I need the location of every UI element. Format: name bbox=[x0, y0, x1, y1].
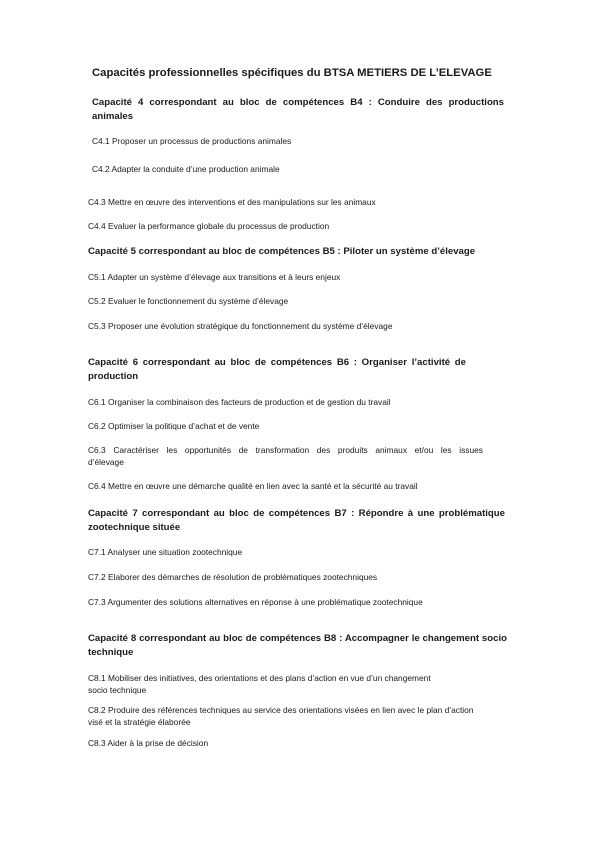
list-item-c6-3-cont: d’élevage bbox=[88, 457, 124, 467]
list-item-c6-4: C6.4 Mettre en œuvre une démarche qualité en lien avec la santé et la sécurité au travail bbox=[88, 481, 418, 491]
list-item-c5-2: C5.2 Evaluer le fonctionnement du système d’élevage bbox=[88, 296, 289, 306]
list-item-c4-2: C4.2 Adapter la conduite d’une production animale bbox=[92, 164, 280, 174]
list-item-c8-2-cont: visé et la stratégie élaborée bbox=[88, 717, 191, 727]
list-item-c8-3: C8.3 Aider à la prise de décision bbox=[88, 738, 209, 748]
section-heading-c4: Capacité 4 correspondant au bloc de compétences B4 : Conduire des productions bbox=[92, 97, 504, 108]
list-item-c4-1: C4.1 Proposer un processus de productions animales bbox=[92, 136, 292, 146]
list-item-c7-1: C7.1 Analyser une situation zootechnique bbox=[88, 547, 243, 557]
list-item-c8-1: C8.1 Mobiliser des initiatives, des orientations et des plans d’action en vue d’un changement bbox=[88, 673, 431, 683]
document-title: Capacités professionnelles spécifiques du BTSA METIERS DE L’ELEVAGE bbox=[92, 67, 492, 79]
section-heading-c7: Capacité 7 correspondant au bloc de compétences B7 : Répondre à une problématique bbox=[88, 508, 505, 519]
list-item-c8-1-cont: socio technique bbox=[88, 685, 147, 695]
section-heading-c7-cont: zootechnique située bbox=[88, 522, 181, 533]
section-heading-c5: Capacité 5 correspondant au bloc de compétences B5 : Piloter un système d’élevage bbox=[88, 246, 476, 257]
list-item-c5-3: C5.3 Proposer une évolution stratégique du fonctionnement du système d’élevage bbox=[88, 321, 393, 331]
list-item-c4-3: C4.3 Mettre en œuvre des interventions et des manipulations sur les animaux bbox=[88, 197, 376, 207]
list-item-c7-2: C7.2 Elaborer des démarches de résolution de problématiques zootechniques bbox=[88, 572, 378, 582]
list-item-c6-2: C6.2 Optimiser la politique d’achat et de vente bbox=[88, 421, 260, 431]
list-item-c6-1: C6.1 Organiser la combinaison des facteurs de production et de gestion du travail bbox=[88, 397, 391, 407]
list-item-c5-1: C5.1 Adapter un système d’élevage aux transitions et à leurs enjeux bbox=[88, 272, 341, 282]
section-heading-c6: Capacité 6 correspondant au bloc de compétences B6 : Organiser l’activité de bbox=[88, 357, 466, 368]
list-item-c6-3: C6.3 Caractériser les opportunités de transformation des produits animaux et/ou les issues bbox=[88, 445, 483, 455]
list-item-c4-4: C4.4 Evaluer la performance globale du processus de production bbox=[88, 221, 330, 231]
section-heading-c8-cont: technique bbox=[88, 647, 134, 658]
list-item-c8-2: C8.2 Produire des références techniques au service des orientations visées en lien avec le plan d’action bbox=[88, 705, 474, 715]
section-heading-c8: Capacité 8 correspondant au bloc de compétences B8 : Accompagner le changement socio bbox=[88, 633, 507, 644]
section-heading-c4-cont: animales bbox=[92, 111, 134, 122]
section-heading-c6-cont: production bbox=[88, 371, 139, 382]
list-item-c7-3: C7.3 Argumenter des solutions alternatives en réponse à une problématique zootechnique bbox=[88, 597, 423, 607]
